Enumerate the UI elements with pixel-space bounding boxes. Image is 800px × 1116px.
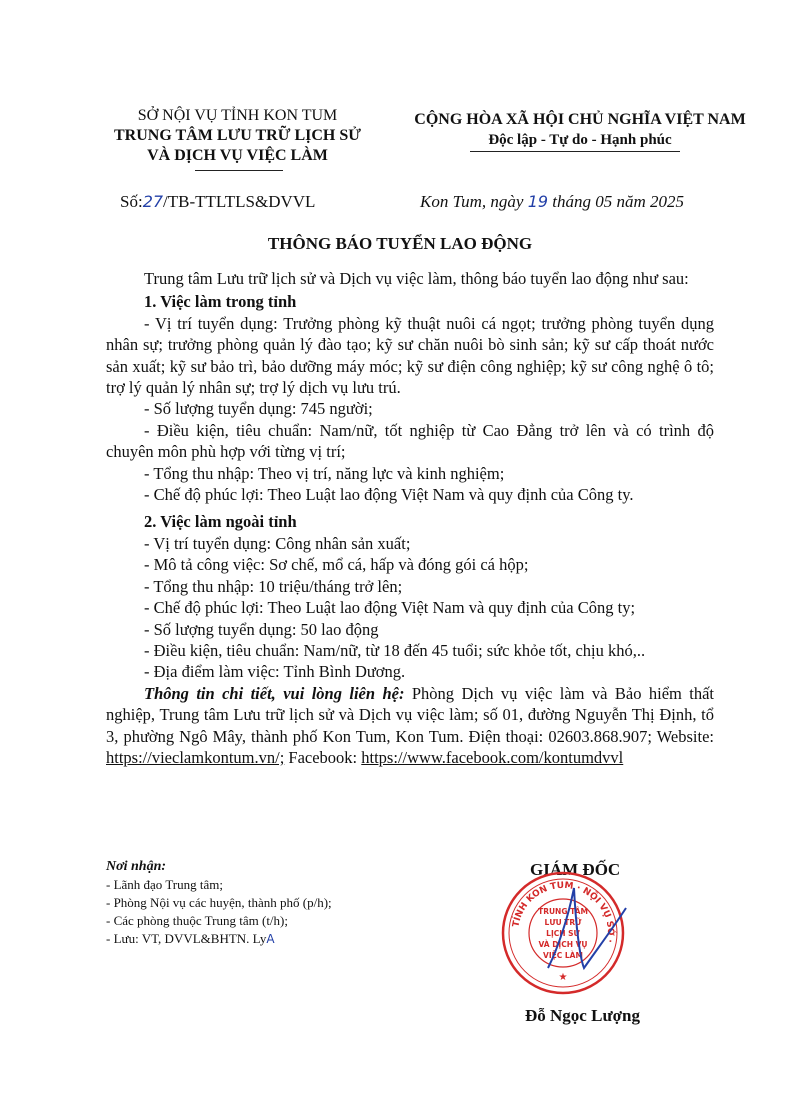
recipient-item: - Phòng Nội vụ các huyện, thành phố (p/h); <box>106 895 332 910</box>
section2-heading: 2. Việc làm ngoài tỉnh <box>144 512 297 532</box>
contact-label: Thông tin chi tiết, vui lòng liên hệ: <box>144 683 405 703</box>
svg-text:LỊCH SỬ: LỊCH SỬ <box>546 929 580 938</box>
date-suffix: tháng 05 năm 2025 <box>548 192 685 211</box>
doc-number-suffix: /TB-TTLTLS&DVVL <box>163 192 316 211</box>
section2-item: - Điều kiện, tiêu chuẩn: Nam/nữ, từ 18 đến 45 tuổi; sức khỏe tốt, chịu khó,.. <box>144 640 646 660</box>
recipient-archive-text: - Lưu: VT, DVVL&BHTN. Ly <box>106 931 267 946</box>
header-divider-left <box>195 170 283 171</box>
national-header <box>380 110 780 150</box>
country-name: CỘNG HÒA XÃ HỘI CHỦ NGHĨA VIỆT NAM <box>414 111 746 128</box>
section1-item: - Tổng thu nhập: Theo vị trí, năng lực và kinh nghiệm; <box>144 463 505 483</box>
section1-item: - Vị trí tuyển dụng: Trưởng phòng kỹ thuật nuôi cá ngọt; trưởng phòng tuyển dụng nhân sự; trưởng phòng quản lý đào tạo; kỹ sư chăn nuôi bò sinh sản; kỹ sư cấp thoát nước sản xuất; kỹ sư bảo trì, bảo dưỡng máy móc; kỹ sư điện công nghiệp; kỹ sư công nghệ ô tô; trợ lý quản lý nhân sự; trợ lý dịch vụ lưu trú. <box>106 313 714 398</box>
svg-text:VIỆC LÀM: VIỆC LÀM <box>543 951 583 960</box>
agency-header <box>100 106 375 166</box>
recipient-item-archive <box>106 930 436 948</box>
facebook-link[interactable]: https://www.facebook.com/kontumdvvl <box>361 747 624 767</box>
website-link[interactable]: https://vieclamkontum.vn/; <box>106 747 285 767</box>
recipients-block <box>106 858 436 948</box>
national-motto: Độc lập - Tự do - Hạnh phúc <box>488 132 672 148</box>
document-number <box>120 192 315 212</box>
section2-item: - Chế độ phúc lợi: Theo Luật lao động Việt Nam và quy định của Công ty; <box>144 598 636 618</box>
signer-name: Đỗ Ngọc Lượng <box>525 1006 641 1025</box>
agency-name-line2: VÀ DỊCH VỤ VIỆC LÀM <box>147 147 328 164</box>
doc-number-prefix: Số: <box>120 192 143 211</box>
document-title: THÔNG BÁO TUYỂN LAO ĐỘNG <box>267 234 533 253</box>
svg-text:VÀ DỊCH VỤ: VÀ DỊCH VỤ <box>538 940 588 949</box>
date-prefix: Kon Tum, ngày <box>420 192 528 211</box>
document-date <box>420 192 684 212</box>
handwritten-initial: A <box>266 932 275 946</box>
facebook-label: Facebook: <box>284 747 362 767</box>
date-handwritten-day: 19 <box>527 192 549 211</box>
doc-number-handwritten: 27 <box>142 192 164 211</box>
svg-text:★: ★ <box>558 972 568 983</box>
recipient-item: - Các phòng thuộc Trung tâm (t/h); <box>106 913 288 928</box>
official-seal-icon <box>498 868 628 998</box>
document-body <box>106 268 714 768</box>
section2-item: - Vị trí tuyển dụng: Công nhân sản xuất; <box>144 533 411 553</box>
header-divider-right <box>470 151 680 152</box>
section1-item: - Số lượng tuyển dụng: 745 người; <box>144 399 373 419</box>
section1-heading: 1. Việc làm trong tỉnh <box>144 292 297 312</box>
recipient-item: - Lãnh đạo Trung tâm; <box>106 877 223 892</box>
intro-paragraph: Trung tâm Lưu trữ lịch sử và Dịch vụ việc làm, thông báo tuyển lao động như sau: <box>144 269 689 288</box>
section2-item: - Mô tả công việc: Sơ chế, mổ cá, hấp và đóng gói cá hộp; <box>144 555 529 575</box>
section1-item: - Chế độ phúc lợi: Theo Luật lao động Việt Nam và quy định của Công ty. <box>144 485 634 505</box>
recipients-heading: Nơi nhận: <box>106 859 167 874</box>
contact-text: Phòng Dịch vụ việc làm và Bảo hiểm thất nghiệp, Trung tâm Lưu trữ lịch sử và Dịch vụ việc làm; số 01, đường Nguyễn Thị Định, tổ 3, phường Ngô Mây, thành phố Kon Tum, Kon Tum. Điện thoại: 02603.868.907; Website: <box>106 683 715 746</box>
svg-text:LƯU TRỮ: LƯU TRỮ <box>544 918 582 927</box>
svg-text:TRUNG TÂM: TRUNG TÂM <box>538 907 588 916</box>
section2-item: - Số lượng tuyển dụng: 50 lao động <box>144 619 379 639</box>
contact-paragraph <box>106 683 714 769</box>
section1-item: - Điều kiện, tiêu chuẩn: Nam/nữ, tốt nghiệp từ Cao Đẳng trở lên và có trình độ chuyên môn phù hợp với từng vị trí; <box>106 420 714 462</box>
agency-name-line1: TRUNG TÂM LƯU TRỮ LỊCH SỬ <box>114 127 361 144</box>
section2-item: - Tổng thu nhập: 10 triệu/tháng trở lên; <box>144 576 403 596</box>
parent-agency: SỞ NỘI VỤ TỈNH KON TUM <box>137 107 338 124</box>
signer-title: GIÁM ĐỐC <box>530 860 621 879</box>
svg-text:TỈNH KON TUM · NỘI VỤ SỞ: TỈNH KON TUM · NỘI VỤ SỞ · <box>511 880 616 944</box>
section2-item: - Địa điểm làm việc: Tỉnh Bình Dương. <box>144 662 406 682</box>
